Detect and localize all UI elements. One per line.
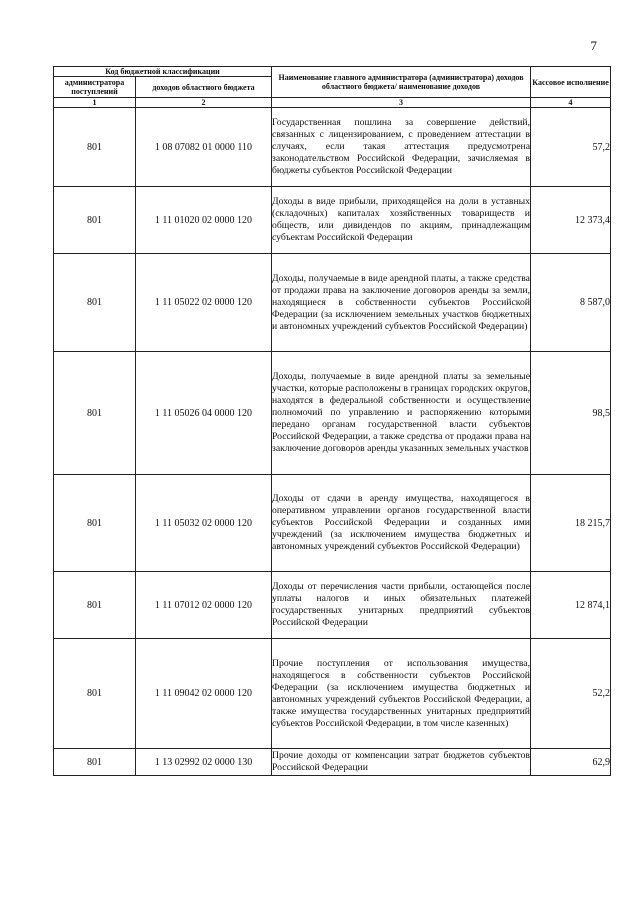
cell-admin-code: 801 [54, 352, 136, 475]
cell-income-name: Доходы, получаемые в виде арендной платы, а также средства от продажи права на заключение договоров аренды за земли, находящиеся в собственности субъектов Российской Федерации (за исключением земельных участков бюджетных и автономных учреждений субъектов Российской Федерации) [272, 254, 531, 352]
cell-income-name: Доходы, получаемые в виде арендной платы за земельные участки, которые расположены в границах городских округов, находятся в федеральной собственности и осуществление полномочий по управлению и распоряжению которыми передано органам государственной власти субъектов Российской Федерации, а также средства от продажи права на заключение договоров аренды указанных земельных участков [272, 352, 531, 475]
cell-income-code: 1 13 02992 02 0000 130 [136, 749, 272, 776]
cell-admin-code: 801 [54, 749, 136, 776]
header-cash-execution: Кассовое исполнение [531, 67, 611, 98]
cell-cash-value: 52,2 [531, 639, 611, 749]
cell-cash-value: 98,5 [531, 352, 611, 475]
table-row [54, 352, 611, 475]
header-index-1: 1 [54, 98, 136, 108]
cell-income-name: Прочие доходы от компенсации затрат бюджетов субъектов Российской Федерации [272, 749, 531, 776]
cell-income-name: Доходы от перечисления части прибыли, остающейся после уплаты налогов и иных обязательных платежей государственных унитарных предприятий субъектов Российской Федерации [272, 572, 531, 639]
cell-admin-code: 801 [54, 475, 136, 572]
table-row [54, 639, 611, 749]
header-budget-classification-code: Код бюджетной классификации [54, 67, 272, 77]
cell-income-code: 1 11 01020 02 0000 120 [136, 187, 272, 254]
cell-cash-value: 12 874,1 [531, 572, 611, 639]
cell-admin-code: 801 [54, 639, 136, 749]
cell-admin-code: 801 [54, 254, 136, 352]
table-row [54, 572, 611, 639]
cell-income-name: Доходы от сдачи в аренду имущества, находящегося в оперативном управлении органов государственной власти субъектов Российской Федерации и созданных ими учреждений (за исключением имущества бюджетных и автономных учреждений субъектов Российской Федерации) [272, 475, 531, 572]
table-row [54, 187, 611, 254]
cell-admin-code: 801 [54, 187, 136, 254]
cell-income-name: Доходы в виде прибыли, приходящейся на доли в уставных (складочных) капиталах хозяйственных товариществ и обществ, или дивидендов по акциям, принадлежащим субъектам Российской Федерации [272, 187, 531, 254]
cell-cash-value: 18 215,7 [531, 475, 611, 572]
table-header [54, 67, 611, 108]
cell-cash-value: 12 373,4 [531, 187, 611, 254]
cell-income-code: 1 11 05022 02 0000 120 [136, 254, 272, 352]
cell-income-code: 1 11 09042 02 0000 120 [136, 639, 272, 749]
table-row [54, 108, 611, 187]
cell-admin-code: 801 [54, 108, 136, 187]
cell-income-code: 1 11 07012 02 0000 120 [136, 572, 272, 639]
cell-income-code: 1 11 05032 02 0000 120 [136, 475, 272, 572]
header-index-3: 3 [272, 98, 531, 108]
header-income-name: Наименование главного администратора (администратора) доходов областного бюджета/ наименование доходов [272, 67, 531, 98]
cell-income-code: 1 08 07082 01 0000 110 [136, 108, 272, 187]
table-row [54, 475, 611, 572]
budget-income-table [53, 66, 611, 776]
table-row [54, 749, 611, 776]
cell-income-name: Прочие поступления от использования имущества, находящегося в собственности субъектов Российской Федерации (за исключением имущества бюджетных и автономных учреждений субъектов Российской Федерации, а также имущества государственных унитарных предприятий субъектов Российской Федерации, в том числе казенных) [272, 639, 531, 749]
cell-admin-code: 801 [54, 572, 136, 639]
table-row [54, 254, 611, 352]
cell-income-code: 1 11 05026 04 0000 120 [136, 352, 272, 475]
table-body [54, 108, 611, 776]
page-number: 7 [590, 38, 597, 53]
header-index-4: 4 [531, 98, 611, 108]
cell-income-name: Государственная пошлина за совершение действий, связанных с лицензированием, с проведением аттестации в случаях, если такая аттестация предусмотрена законодательством Российской Федерации, зачисляемая в бюджеты субъектов Российской Федерации [272, 108, 531, 187]
header-administrator: администратора поступлений [54, 77, 136, 98]
cell-cash-value: 57,2 [531, 108, 611, 187]
header-regional-budget-income: доходов областного бюджета [136, 77, 272, 98]
cell-cash-value: 62,9 [531, 749, 611, 776]
header-index-2: 2 [136, 98, 272, 108]
cell-cash-value: 8 587,0 [531, 254, 611, 352]
